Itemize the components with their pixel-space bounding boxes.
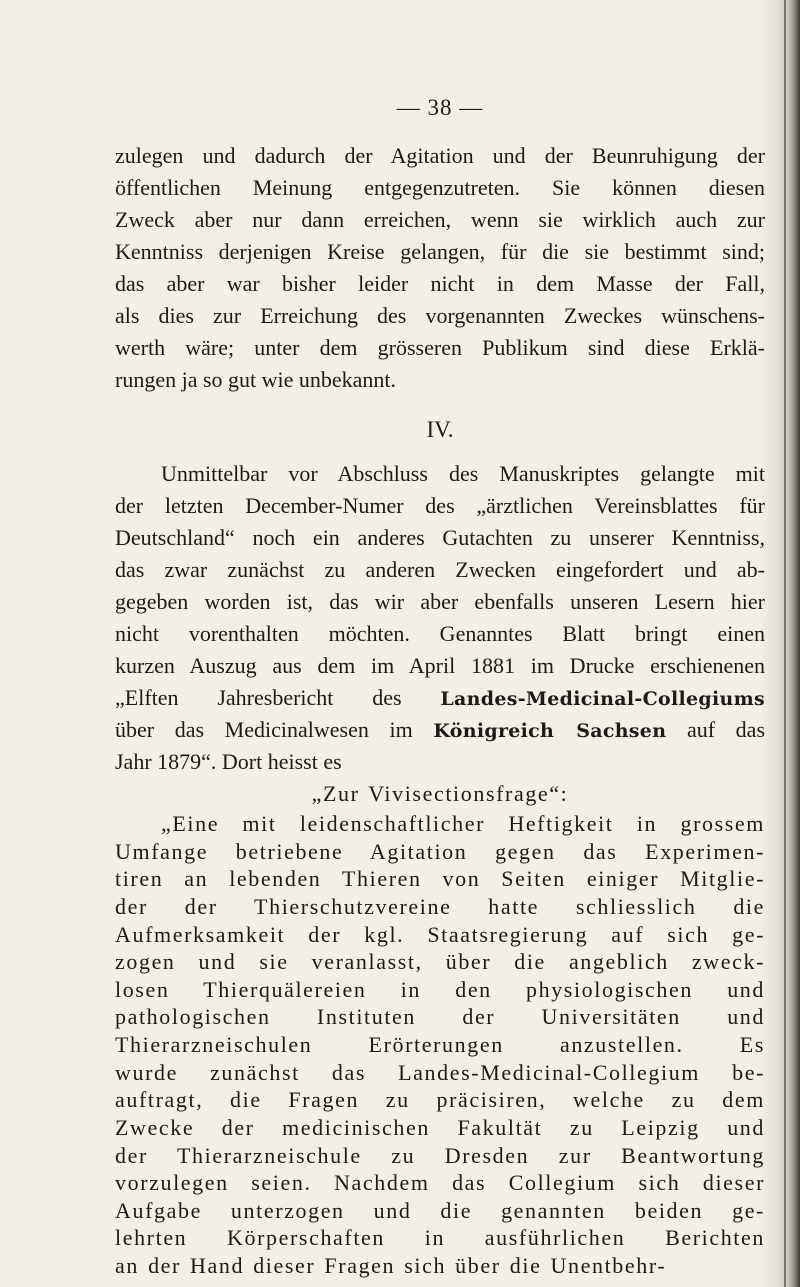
text-line: das zwar zunächst zu anderen Zwecken eingefordert und ab-	[115, 557, 765, 582]
kingdom-outro-text: auf das	[686, 717, 766, 742]
text-line: das aber war bisher leider nicht in dem Masse der Fall,	[115, 271, 765, 296]
page-binding-edge	[762, 0, 800, 1287]
quote-line: der Thierarzneischule zu Dresden zur Beantwortung	[115, 1143, 765, 1168]
text-line: kurzen Auszug aus dem im April 1881 im Drucke erschienenen	[115, 653, 765, 678]
quote-line: tiren an lebenden Thieren von Seiten einiger Mitglie-	[115, 866, 765, 891]
text-line: Deutschland“ noch ein anderes Gutachten zu unserer Kenntniss,	[115, 525, 765, 550]
text-line: als dies zur Erreichung des vorgenannten Zweckes wünschens-	[115, 303, 765, 328]
text-line: Jahr 1879“. Dort heisst es	[115, 749, 342, 774]
quote-line: der der Thierschutzvereine hatte schliesslich die	[115, 894, 765, 919]
text-line: rungen ja so gut wie unbekannt.	[115, 367, 397, 392]
quote-line: an der Hand dieser Fragen sich über die Unentbehr-	[115, 1253, 667, 1278]
kingdom-name: Königreich Sachsen	[433, 720, 667, 742]
text-line: zulegen und dadurch der Agitation und der Beunruhigung der	[115, 143, 765, 168]
page-binding-shadow	[784, 0, 786, 1287]
quote-line: Umfange betriebene Agitation gegen das Experimen-	[115, 839, 765, 864]
quote-line: Thierarzneischulen Erörterungen anzustellen. Es	[115, 1032, 765, 1057]
college-name: Landes-Medicinal-Collegiums	[440, 688, 766, 710]
section-heading: IV.	[426, 417, 454, 442]
text-line: werth wäre; unter dem grösseren Publikum sind diese Erklä-	[115, 335, 765, 360]
quote-line: Aufgabe unterzogen und die genannten beiden ge-	[115, 1198, 765, 1223]
quote-line: wurde zunächst das Landes-Medicinal-Collegium be-	[115, 1060, 765, 1085]
page-number: — 38 —	[396, 95, 484, 120]
text-line-kingdom	[115, 714, 765, 746]
quote-line: „Eine mit leidenschaftlicher Heftigkeit in grossem	[161, 811, 765, 836]
quote-line: losen Thierquälereien in den physiologischen und	[115, 977, 765, 1002]
quote-line: pathologischen Instituten der Universitäten und	[115, 1004, 765, 1029]
text-line: der letzten December-Numer des „ärztlichen Vereinsblattes für	[115, 493, 765, 518]
quote-line: Zwecke der medicinischen Fakultät zu Leipzig und	[115, 1115, 765, 1140]
quote-line: Aufmerksamkeit der kgl. Staatsregierung auf sich ge-	[115, 922, 765, 947]
quote-line: lehrten Körperschaften in ausführlichen Berichten	[115, 1225, 765, 1250]
text-line-college	[115, 682, 765, 714]
quote-line: zogen und sie veranlasst, über die angeblich zweck-	[115, 949, 765, 974]
quote-line: auftragt, die Fragen zu präcisiren, welche zu dem	[115, 1087, 765, 1112]
kingdom-intro-text: über das Medicinalwesen im	[115, 717, 413, 742]
text-line: öffentlichen Meinung entgegenzutreten. Sie können diesen	[115, 175, 765, 200]
text-line: gegeben worden ist, das wir aber ebenfalls unseren Lesern hier	[115, 589, 765, 614]
quote-title: „Zur Vivisectionsfrage“:	[311, 781, 569, 806]
text-line: nicht vorenthalten möchten. Genanntes Blatt bringt einen	[115, 621, 765, 646]
college-intro-text: „Elften Jahresbericht des	[115, 685, 402, 710]
text-line: Zweck aber nur dann erreichen, wenn sie wirklich auch zur	[115, 207, 765, 232]
text-line: Unmittelbar vor Abschluss des Manuskriptes gelangte mit	[161, 461, 765, 486]
quote-line: vorzulegen seien. Nachdem das Collegium sich dieser	[115, 1170, 765, 1195]
text-line: Kenntniss derjenigen Kreise gelangen, für die sie bestimmt sind;	[115, 239, 765, 264]
